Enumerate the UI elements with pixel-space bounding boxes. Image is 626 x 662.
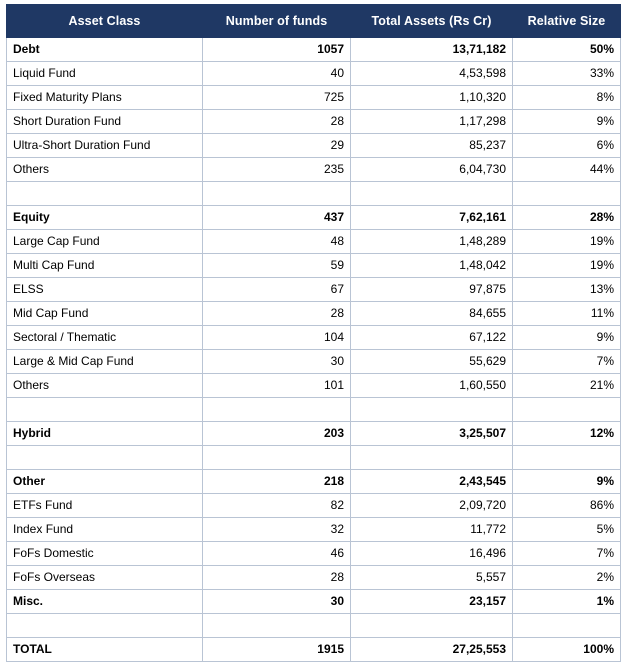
cell-asset-class: ETFs Fund [7,494,203,518]
table-row [7,62,621,86]
table-row [7,518,621,542]
table-row [7,206,621,230]
cell-asset-class: Hybrid [7,422,203,446]
table-row [7,38,621,62]
cell-total-assets: 55,629 [351,350,513,374]
cell-relative-size: 100% [513,638,621,662]
cell-asset-class [7,182,203,206]
column-header-number-of-funds[interactable]: Number of funds [203,5,351,38]
cell-number-of-funds [203,614,351,638]
cell-asset-class: ELSS [7,278,203,302]
column-header-total-assets[interactable]: Total Assets (Rs Cr) [351,5,513,38]
cell-number-of-funds: 29 [203,134,351,158]
cell-relative-size: 9% [513,470,621,494]
cell-relative-size [513,614,621,638]
cell-asset-class: Mid Cap Fund [7,302,203,326]
table-row [7,566,621,590]
cell-number-of-funds: 725 [203,86,351,110]
cell-total-assets: 67,122 [351,326,513,350]
cell-total-assets [351,614,513,638]
cell-relative-size: 7% [513,542,621,566]
cell-relative-size: 6% [513,134,621,158]
table-body [7,38,621,662]
cell-total-assets: 1,60,550 [351,374,513,398]
cell-total-assets: 2,09,720 [351,494,513,518]
cell-relative-size: 5% [513,518,621,542]
cell-relative-size [513,182,621,206]
cell-total-assets: 85,237 [351,134,513,158]
cell-total-assets: 7,62,161 [351,206,513,230]
cell-number-of-funds: 46 [203,542,351,566]
table-row [7,374,621,398]
cell-asset-class: Others [7,158,203,182]
cell-total-assets: 1,17,298 [351,110,513,134]
cell-relative-size: 50% [513,38,621,62]
cell-relative-size: 28% [513,206,621,230]
cell-number-of-funds: 30 [203,350,351,374]
cell-relative-size [513,398,621,422]
cell-asset-class [7,446,203,470]
header-row [7,5,621,38]
asset-class-table [6,4,621,662]
cell-number-of-funds: 30 [203,590,351,614]
cell-asset-class [7,614,203,638]
table-spacer-row [7,182,621,206]
cell-total-assets: 6,04,730 [351,158,513,182]
cell-relative-size: 7% [513,350,621,374]
cell-asset-class: FoFs Overseas [7,566,203,590]
cell-number-of-funds: 59 [203,254,351,278]
cell-asset-class: Others [7,374,203,398]
cell-total-assets: 23,157 [351,590,513,614]
cell-total-assets [351,446,513,470]
cell-total-assets: 2,43,545 [351,470,513,494]
table-row [7,158,621,182]
cell-total-assets: 1,10,320 [351,86,513,110]
cell-relative-size: 86% [513,494,621,518]
table-row [7,278,621,302]
cell-number-of-funds: 104 [203,326,351,350]
cell-number-of-funds: 218 [203,470,351,494]
cell-relative-size: 21% [513,374,621,398]
table-row [7,638,621,662]
table-spacer-row [7,614,621,638]
cell-relative-size: 19% [513,254,621,278]
column-header-relative-size[interactable]: Relative Size [513,5,621,38]
table-row [7,86,621,110]
cell-total-assets: 4,53,598 [351,62,513,86]
column-header-asset-class[interactable]: Asset Class [7,5,203,38]
cell-number-of-funds: 203 [203,422,351,446]
table-row [7,590,621,614]
cell-asset-class: Sectoral / Thematic [7,326,203,350]
cell-number-of-funds: 40 [203,62,351,86]
cell-relative-size: 11% [513,302,621,326]
cell-number-of-funds [203,182,351,206]
cell-asset-class: Fixed Maturity Plans [7,86,203,110]
cell-relative-size: 2% [513,566,621,590]
cell-number-of-funds: 32 [203,518,351,542]
cell-asset-class: Debt [7,38,203,62]
cell-total-assets: 1,48,289 [351,230,513,254]
cell-asset-class: Large & Mid Cap Fund [7,350,203,374]
cell-relative-size: 33% [513,62,621,86]
table-row [7,350,621,374]
cell-total-assets: 5,557 [351,566,513,590]
cell-number-of-funds: 28 [203,302,351,326]
cell-number-of-funds: 28 [203,566,351,590]
cell-asset-class: Liquid Fund [7,62,203,86]
cell-asset-class: TOTAL [7,638,203,662]
table-row [7,470,621,494]
cell-relative-size: 19% [513,230,621,254]
cell-total-assets: 3,25,507 [351,422,513,446]
cell-number-of-funds: 235 [203,158,351,182]
cell-number-of-funds: 48 [203,230,351,254]
cell-asset-class: Other [7,470,203,494]
cell-number-of-funds: 28 [203,110,351,134]
cell-asset-class: Short Duration Fund [7,110,203,134]
cell-total-assets: 97,875 [351,278,513,302]
cell-relative-size [513,446,621,470]
cell-asset-class [7,398,203,422]
cell-asset-class: Multi Cap Fund [7,254,203,278]
cell-total-assets: 27,25,553 [351,638,513,662]
cell-asset-class: Equity [7,206,203,230]
cell-number-of-funds [203,398,351,422]
cell-number-of-funds: 437 [203,206,351,230]
cell-total-assets: 13,71,182 [351,38,513,62]
cell-total-assets: 16,496 [351,542,513,566]
cell-relative-size: 9% [513,326,621,350]
cell-total-assets [351,182,513,206]
cell-relative-size: 8% [513,86,621,110]
cell-number-of-funds: 1057 [203,38,351,62]
table-header [7,5,621,38]
cell-asset-class: Large Cap Fund [7,230,203,254]
cell-number-of-funds: 82 [203,494,351,518]
table-row [7,302,621,326]
cell-number-of-funds: 101 [203,374,351,398]
table-row [7,326,621,350]
cell-asset-class: Misc. [7,590,203,614]
cell-asset-class: Ultra-Short Duration Fund [7,134,203,158]
table-row [7,254,621,278]
cell-total-assets: 1,48,042 [351,254,513,278]
cell-total-assets: 84,655 [351,302,513,326]
cell-relative-size: 9% [513,110,621,134]
cell-relative-size: 13% [513,278,621,302]
table-row [7,422,621,446]
cell-number-of-funds: 1915 [203,638,351,662]
cell-asset-class: FoFs Domestic [7,542,203,566]
cell-relative-size: 12% [513,422,621,446]
table-spacer-row [7,446,621,470]
table-row [7,110,621,134]
cell-asset-class: Index Fund [7,518,203,542]
cell-total-assets [351,398,513,422]
cell-total-assets: 11,772 [351,518,513,542]
cell-number-of-funds [203,446,351,470]
table-row [7,494,621,518]
cell-relative-size: 1% [513,590,621,614]
cell-relative-size: 44% [513,158,621,182]
table-spacer-row [7,398,621,422]
table-row [7,230,621,254]
cell-number-of-funds: 67 [203,278,351,302]
table-row [7,134,621,158]
